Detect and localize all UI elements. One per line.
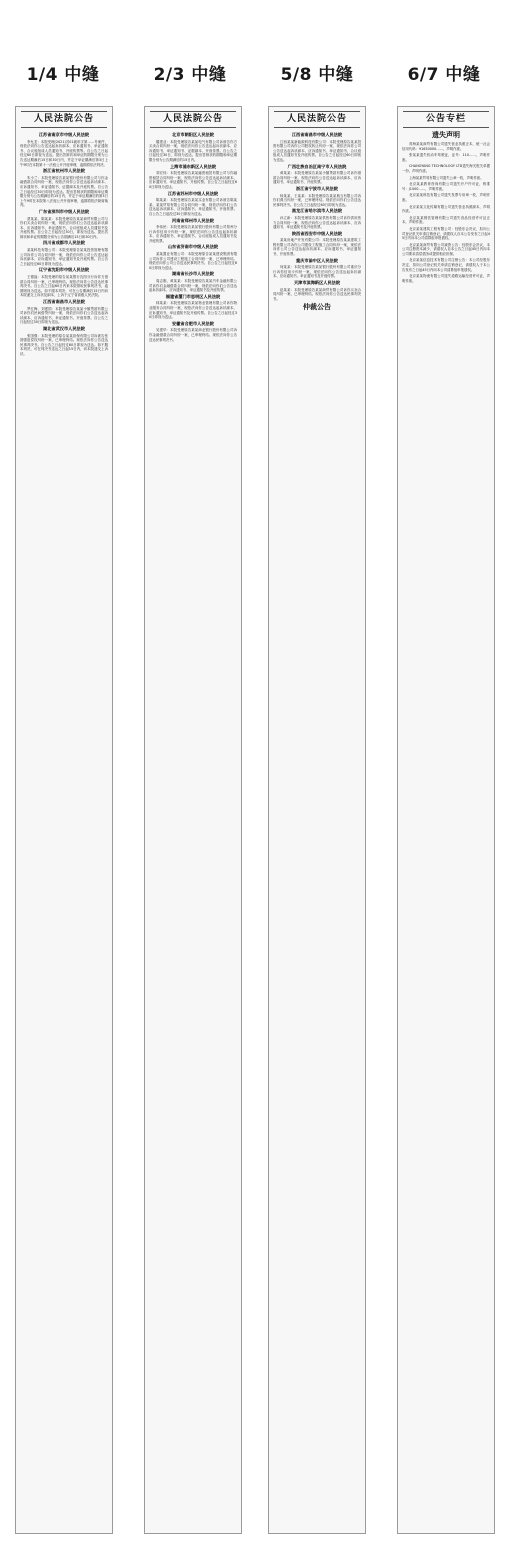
notice-court-name: 江西省南昌市中级人民法院: [291, 132, 343, 137]
notice-court-name: 河南省郑州市人民法院: [172, 217, 214, 223]
notice-court-name: 黑龙江省哈尔滨市人民法院: [291, 208, 343, 214]
notice-text: 上海某某贸易有限公司遗失公章一枚，声明作废。: [409, 175, 484, 180]
notice-text: 北京某某科技有限公司遗失发票专用章一枚，声明作废。: [402, 193, 490, 202]
notice-court-name: 湖北省武汉市人民法院: [43, 325, 85, 331]
notice-court-name: 浙江省杭州市人民法院: [43, 168, 85, 174]
notice-text: 周志刚、黄某某：本院受理原告某某汽车金融有限公司诉你们金融借款合同纠纷一案，现依法向你们公告送达起诉状副本、应诉通知书、举证通知书及开庭传票。: [149, 279, 237, 293]
notice-court-name: 陕西省西安市中级人民法院: [291, 230, 343, 236]
notice-text: 赵某某：本院受理原告某某商贸有限公司诉你买卖合同纠纷一案，已审理终结。现依法向你公告送达民事判决书。: [273, 287, 361, 301]
column-label-2: 2/3 中缝: [153, 65, 227, 85]
newspaper-column-2: [144, 106, 242, 1534]
notice-court-name: 湖南省长沙市人民法院: [172, 271, 214, 277]
notice-text: 朱小兰：本院受理原告某某银行股份有限公司与你金融借款合同纠纷一案，现依法向你公告送达起诉状副本、应诉通知书、举证通知书、证据副本及开庭传票。自公告之日起经过30日即视为送达。提出答辩状的期限和举证期限分别为公告期满后的15日内，并定于举证期满后的第3日上午9时在本院第八法庭公开开庭审理，逾期将依法缺席裁判。: [20, 175, 108, 208]
notice-text: CHANGYANG TECHNOLOGY LTD遗失海关报关单据一份，声明作废。: [402, 164, 490, 173]
notice-court-name: 江苏省南京市中级人民法院: [38, 132, 90, 137]
notice-text: 北京某某餐饮管理有限公司遗失食品经营许可证正本，声明作废。: [402, 215, 490, 225]
page-labels: [0, 60, 510, 90]
notice-court-name: 上海市浦东新区人民法院: [169, 163, 217, 169]
column-body: [149, 131, 237, 1511]
notice-text: 王德福：本院受理的原告某某银行沈阳分行诉你方借款合同纠纷一案，已审理终结。现依法向你公告送达民事判决书。自公告之日起60日内来本院领取民事判决书，逾期则视为送达。如不服本判决，可在公告期满后15日内向本院递交上诉状及副本，上诉于辽宁省高级人民法院。: [20, 275, 108, 298]
notice-text: 罗红梅、刘建国：本院受理原告某某小额贷款有限公司诉你们民间借贷纠纷一案，现依法向你们公告送达起诉状副本、应诉通知书、举证通知书、开庭传票。自公告之日起经过30日即视为送达。: [20, 306, 108, 325]
column-header: 公告专栏: [403, 111, 489, 128]
notice-text: 北京某某文化传媒有限公司遗失营业执照副本，声明作废。: [402, 204, 490, 214]
column-label-1: 1/4 中缝: [26, 65, 100, 85]
notice-text: 北京某某教育咨询有限公司遗失开户许可证，核准号：J1000……，声明作废。: [402, 182, 490, 191]
notice-text: 杨某某、王某某：本院受理原告某某典当有限公司诉你们典当纠纷一案，已审理终结。现依法向你们公告送达民事判决书。自公告之日起经过60日即视为送达。: [273, 193, 361, 207]
newspaper-column-4: [397, 106, 495, 1534]
notice-court-name: 江西省南昌市人民法院: [43, 299, 85, 304]
notice-text: 吴建华：本院受理原告某某商业银行股份有限公司诉你金融借款合同纠纷一案，已审理终结。现依法向你公告送达民事判决书。: [149, 328, 237, 342]
notice-court-name: 浙江省宁波市人民法院: [296, 185, 338, 191]
notice-text: 李允龙：本院受理(2021)苏01破申字第……号案件，现依法向你公告送达起诉状副本、应诉通知书、举证通知书、合议庭组成人员通知书、开庭传票等。自公告之日起经过60日即视为送达。提出答辩状和举证的期限分别为公告送达期满后15日和30日内，并定于举证期满后第3日上午9时在本院第十一法庭公开开庭审理，逾期将依法判决。: [20, 139, 108, 167]
column-body: [273, 131, 361, 1511]
notice-court-name: 天津市滨海新区人民法院: [293, 280, 341, 286]
column-header: 人民法院公告: [150, 111, 236, 128]
newspaper-column-3: [268, 106, 366, 1534]
column-header: 人民法院公告: [274, 111, 360, 128]
notice-court-name: 广西壮族自治区南宁市人民法院: [287, 163, 347, 169]
notice-text: 北京某某商贸有限公司减资公告：经股东会决议，本公司注册资本减少，请债权人自本公告之日起45日内向本公司要求清偿债务或提供相应担保。: [402, 242, 490, 256]
notice-text: 蔡某某、陈某某：本院受理原告某某商贸有限公司与你们买卖合同纠纷一案，现依法向你们公告送达起诉状副本、应诉通知书、举证通知书、合议庭组成人员通知书及开庭传票。自公告之日起经过30日，即视为送达。提出答辩状和举证的期限分别为公告期满后15日和30日内。: [20, 216, 108, 239]
notice-text: 北京某某物流有限公司遗失道路运输经营许可证，声明作废。: [402, 274, 490, 283]
notice-text: 某某置业有限公司：本院受理原告某某建设集团有限公司诉你公司建设工程施工合同纠纷一案，已审理终结。现依法向你公司公告送达民事判决书。自公告之日起经过60日即视为送达。: [149, 252, 237, 270]
newspaper-column-1: [15, 106, 113, 1534]
notice-text: 某某房地产开发有限公司：本院受理原告某某建筑工程有限公司诉你公司建设工程施工合同纠纷一案，现依法向你公司公告送达起诉状副本、应诉通知书、举证通知书、开庭传票。: [273, 238, 361, 257]
column-body: [402, 142, 490, 1522]
notice-text: 滕建业：本院受理原告某某电气有限公司诉被告你方买卖合同纠纷一案，现依法向你公告送达起诉状副本、应诉通知书、举证通知书、证据副本、开庭传票。自公告之日起经过30日，即视为送达。提出答辩状的期限和举证期限分别为公告期满后的15日内。: [149, 139, 237, 162]
column-body: [20, 131, 108, 1511]
notice-text: 何某某：本院受理原告某某银行股份有限公司重庆分行诉你信用卡纠纷一案，现依法向你公告送达起诉状副本、应诉通知书、举证通知书及开庭传票。: [273, 265, 361, 279]
notice-court-name: 四川省成都市人民法院: [43, 240, 85, 246]
notice-text: 孙立新：本院受理原告某某供热有限公司诉你供用热力合同纠纷一案，现依法向你公告送达起诉状副本、应诉通知书、举证通知书及开庭传票。: [273, 215, 361, 230]
notice-court-name: 北京市朝阳区人民法院: [172, 132, 214, 137]
column-subheader: 遗失声明: [432, 131, 460, 139]
notice-court-name: 辽宁省沈阳市中级人民法院: [38, 267, 90, 273]
notice-text: 张国强：本院受理的原告某某担保有限公司诉被告张国强追偿权纠纷一案，已审理终结。现依法向你公告送达民事判决书。自公告之日起经过60日即视为送达。如不服本判决，可在判决书送达之日起15日内，向本院递交上诉状。: [20, 333, 108, 356]
column-header: 人民法院公告: [21, 111, 107, 128]
notice-court-name: 福建省厦门市思明区人民法院: [165, 293, 221, 299]
notice-court-name: 重庆市渝中区人民法院: [296, 257, 338, 263]
notice-text: 陈某某：本院受理原告某某实业有限公司诉被告陈某某、某某贸易有限公司合同纠纷一案，现依法向你们公告送达起诉状副本、应诉通知书、举证通知书、开庭传票。自公告之日起经过30日即视为送达。: [149, 198, 237, 216]
notice-text: 江西某某新能源科技有限公司：本院受理原告某某投资有限公司诉你公司股权转让纠纷一案，现依法向你公司公告送达起诉状副本、应诉通知书、举证通知书、合议庭组成人员通知书及开庭传票。自公告之日起经过60日即视为送达。: [273, 139, 361, 162]
column-label-3: 5/8 中缝: [280, 65, 354, 85]
notice-court-name: 安徽省合肥市人民法院: [172, 320, 214, 326]
notice-court-name: 山东省济南市中级人民法院: [167, 244, 219, 250]
notice-court-name: 江苏省苏州市中级人民法院: [167, 190, 219, 196]
notice-text: 李伟民：本院受理原告某某银行股份有限公司郑州分行诉你信用卡纠纷一案，现依法向你公告送达起诉状副本、应诉通知书、举证通知书、合议庭组成人员通知书及开庭传票。: [149, 225, 237, 243]
notice-text: 黄某某：本院受理原告某某小额贷款有限公司诉你借款合同纠纷一案，现依法向你公告送达起诉状副本、应诉通知书、举证通知书、开庭传票。: [273, 171, 361, 185]
notice-text: 林某某：本院受理原告某某物业管理有限公司诉你物业服务合同纠纷一案，现依法向你公告送达起诉状副本、应诉通知书、举证通知书及开庭传票。自公告之日起经过30日即视为送达。: [149, 301, 237, 320]
notice-text: 北京某某信息技术有限公司注销公告：本公司经股东决定，拟向公司登记机关申请注销登记，请债权人于本公告发布之日起45日内向本公司清算组申报债权。: [402, 258, 490, 272]
notice-court-name: 广东省深圳市中级人民法院: [38, 208, 90, 214]
notice-text: 张某某遗失机动车驾驶证，证号：110……，声明作废。: [402, 153, 490, 162]
notice-text: 青海某某商贸有限公司遗失营业执照正本，统一社会信用代码：91630000……，声明作废。: [402, 142, 490, 151]
notice-text: 某某科技有限公司：本院受理原告某某投资管理有限公司诉你公司合同纠纷一案，现依法向你公司公告送达起诉状副本、应诉通知书、举证通知书及开庭传票。自公告之日起经过60日即视为送达。: [20, 248, 108, 266]
notice-text: 刘宏伟：本院受理原告某某融资租赁有限公司与你融资租赁合同纠纷一案，现依法向你公告送达起诉状副本、应诉通知书、举证通知书、开庭传票。自公告之日起经过60日即视为送达。: [149, 171, 237, 189]
notice-text: 北京某某建筑工程有限公司：经股东会决议，拟向公司登记机关申请注销登记，请债权人自本公告发布之日起45日内向本公司清算组申报债权。: [402, 226, 490, 241]
column-label-4: 6/7 中缝: [407, 65, 481, 85]
section-footer-title: 仲裁公告: [303, 302, 331, 312]
